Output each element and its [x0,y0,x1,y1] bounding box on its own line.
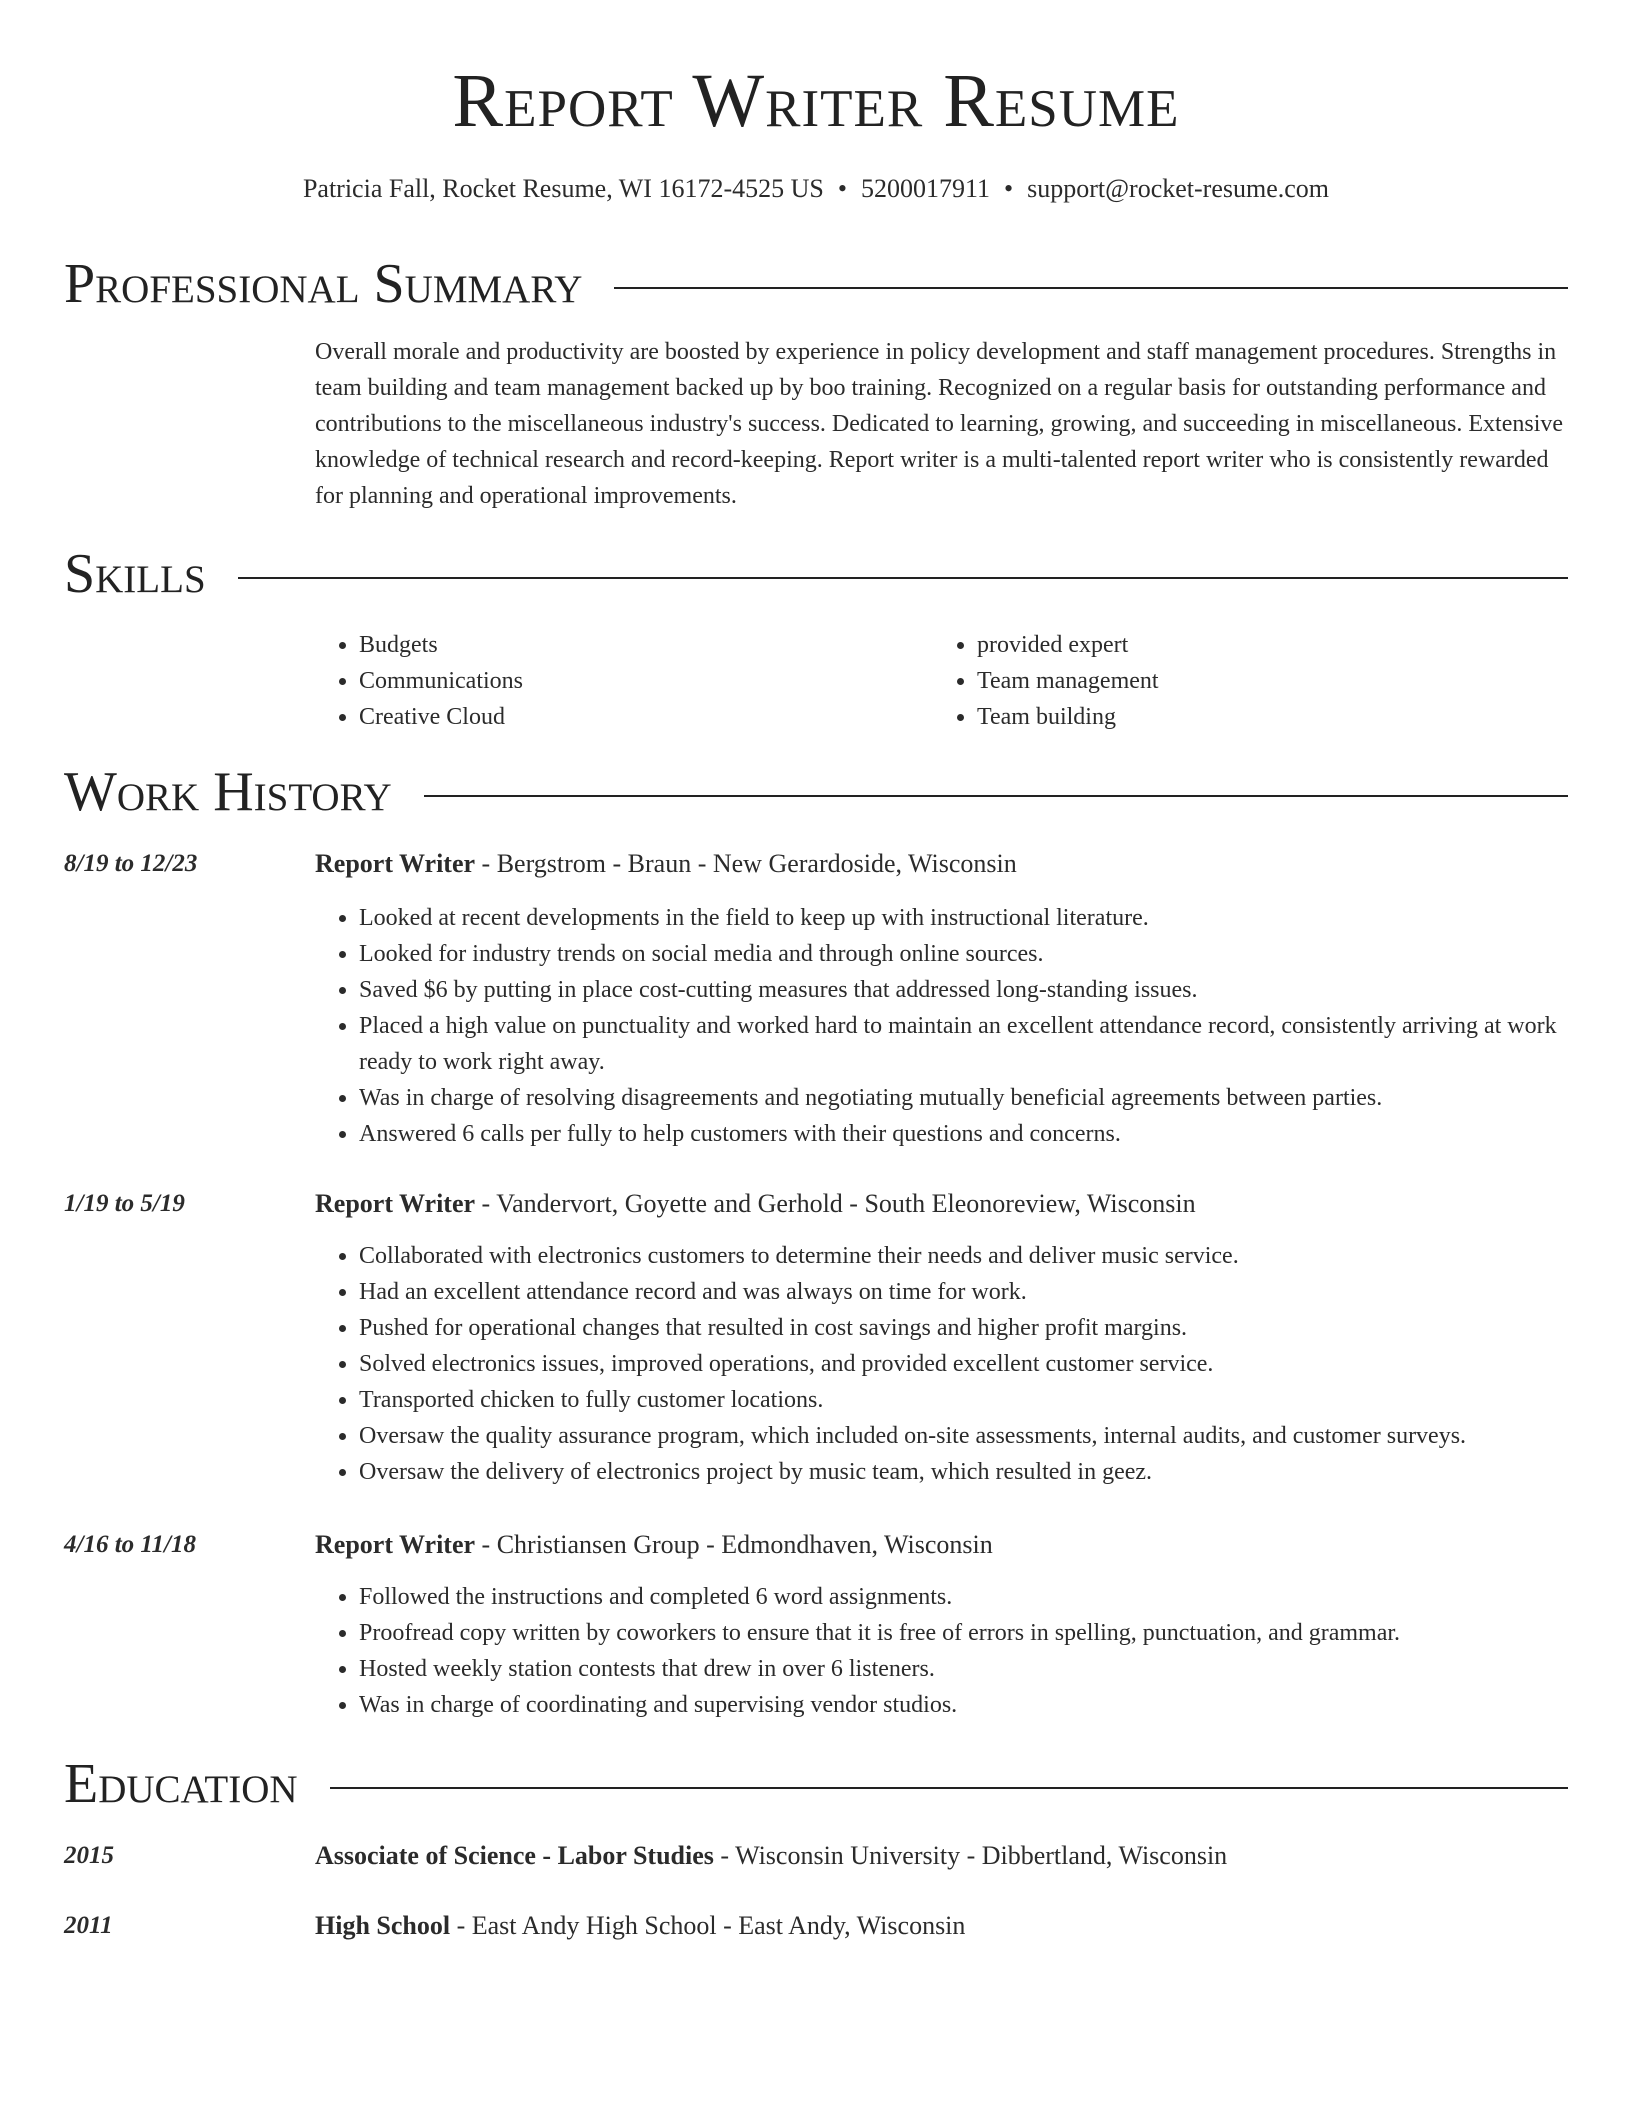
job-title-line [315,1186,1196,1222]
job-bullet: • Looked at recent developments in the field to keep up with instructional literature. [359,900,1565,936]
summary-heading: Professional Summary [64,253,583,315]
contact-phone: 5200017911 [860,174,990,203]
job-bullet: • Answered 6 calls per fully to help customers with their questions and concerns. [359,1116,1565,1152]
job-bullet: • Proofread copy written by coworkers to ensure that it is free of errors in spelling, punctuation, and grammar. [359,1615,1565,1651]
skill-item: • Team building [977,699,1551,735]
skills-column-left [315,627,933,735]
contact-line [64,174,1568,204]
summary-text: Overall morale and productivity are boosted by experience in policy development and staff management procedures. Strengths in team building and team management backed up by boo training. Recognized on a regular basis for outstanding performance and contributions to the miscellaneous industry's success. Dedicated to learning, growing, and succeeding in miscellaneous. Extensive knowledge of technical research and record-keeping. Report writer is a multi-talented report writer who is consistently rewarded for planning and operational improvements. [315,339,1564,509]
skill-item: • Budgets [359,627,933,663]
education-section-header [64,1753,1568,1815]
job-dates: 4/16 to 11/18 [64,1531,196,1558]
work-section-header [64,761,1568,823]
skill-item: • Creative Cloud [359,699,933,735]
job-bullet: • Oversaw the quality assurance program, which included on-site assessments, internal audits, and customer surveys. [359,1418,1565,1454]
education-title-line [315,1908,965,1944]
job-bullet: • Placed a high value on punctuality and worked hard to maintain an excellent attendance record, consistently arriving at work ready to work right away. [359,1008,1565,1080]
job-title-line [315,1527,993,1563]
job-bullet: • Followed the instructions and completed 6 word assignments. [359,1579,1565,1615]
job-role: Report Writer [315,1189,476,1218]
skills-column-right [933,627,1551,735]
job-bullet: • Looked for industry trends on social media and through online sources. [359,936,1565,972]
section-divider [424,795,1568,797]
section-divider [330,1787,1568,1789]
job-title-line [315,846,1017,882]
skill-item: • provided expert [977,627,1551,663]
skill-item: • Team management [977,663,1551,699]
job-bullet: • Was in charge of coordinating and supervising vendor studios. [359,1687,1565,1723]
skill-item: • Communications [359,663,933,699]
job-bullet: • Hosted weekly station contests that drew in over 6 listeners. [359,1651,1565,1687]
education-details: - East Andy High School - East Andy, Wisconsin [450,1911,966,1940]
education-title-line [315,1838,1227,1874]
summary-section-header [64,253,1568,315]
education-heading: Education [64,1753,298,1815]
work-heading: Work History [64,761,392,823]
education-details: - Wisconsin University - Dibbertland, Wisconsin [713,1841,1228,1870]
job-bullet: • Solved electronics issues, improved operations, and provided excellent customer service. [359,1346,1565,1382]
education-year: 2015 [64,1842,114,1869]
job-dates: 1/19 to 5/19 [64,1190,185,1217]
job-details: - Vandervort, Goyette and Gerhold - South Eleonoreview, Wisconsin [475,1189,1196,1218]
job-bullet: • Saved $6 by putting in place cost-cutting measures that addressed long-standing issues. [359,972,1565,1008]
job-details: - Bergstrom - Braun - New Gerardoside, Wisconsin [475,849,1017,878]
section-divider [238,577,1568,579]
job-bullet: • Pushed for operational changes that resulted in cost savings and higher profit margins. [359,1310,1565,1346]
job-bullet: • Was in charge of resolving disagreements and negotiating mutually beneficial agreements between parties. [359,1080,1565,1116]
job-bullet-list [315,900,1565,1152]
job-bullet: • Transported chicken to fully customer locations. [359,1382,1565,1418]
education-year: 2011 [64,1912,113,1939]
job-role: Report Writer [315,1530,476,1559]
skills-heading: Skills [64,543,206,605]
education-degree: Associate of Science - Labor Studies [315,1841,714,1870]
job-bullet-list [315,1579,1565,1723]
job-bullet: • Had an excellent attendance record and was always on time for work. [359,1274,1565,1310]
contact-address: Patricia Fall, Rocket Resume, WI 16172-4525 US [302,174,824,203]
job-details: - Christiansen Group - Edmondhaven, Wisconsin [475,1530,993,1559]
skills-list [315,627,1565,735]
skills-section-header [64,543,1568,605]
education-degree: High School [315,1911,451,1940]
job-role: Report Writer [315,849,476,878]
section-divider [614,287,1568,289]
contact-separator: • [1004,174,1014,203]
contact-email: support@rocket-resume.com [1027,174,1330,203]
job-bullet: • Oversaw the delivery of electronics project by music team, which resulted in geez. [359,1454,1565,1490]
job-bullet-list [315,1238,1565,1490]
job-dates: 8/19 to 12/23 [64,850,198,877]
job-bullet: • Collaborated with electronics customers to determine their needs and deliver music service. [359,1238,1565,1274]
resume-title: Report Writer Resume [452,59,1180,143]
contact-separator: • [837,174,847,203]
